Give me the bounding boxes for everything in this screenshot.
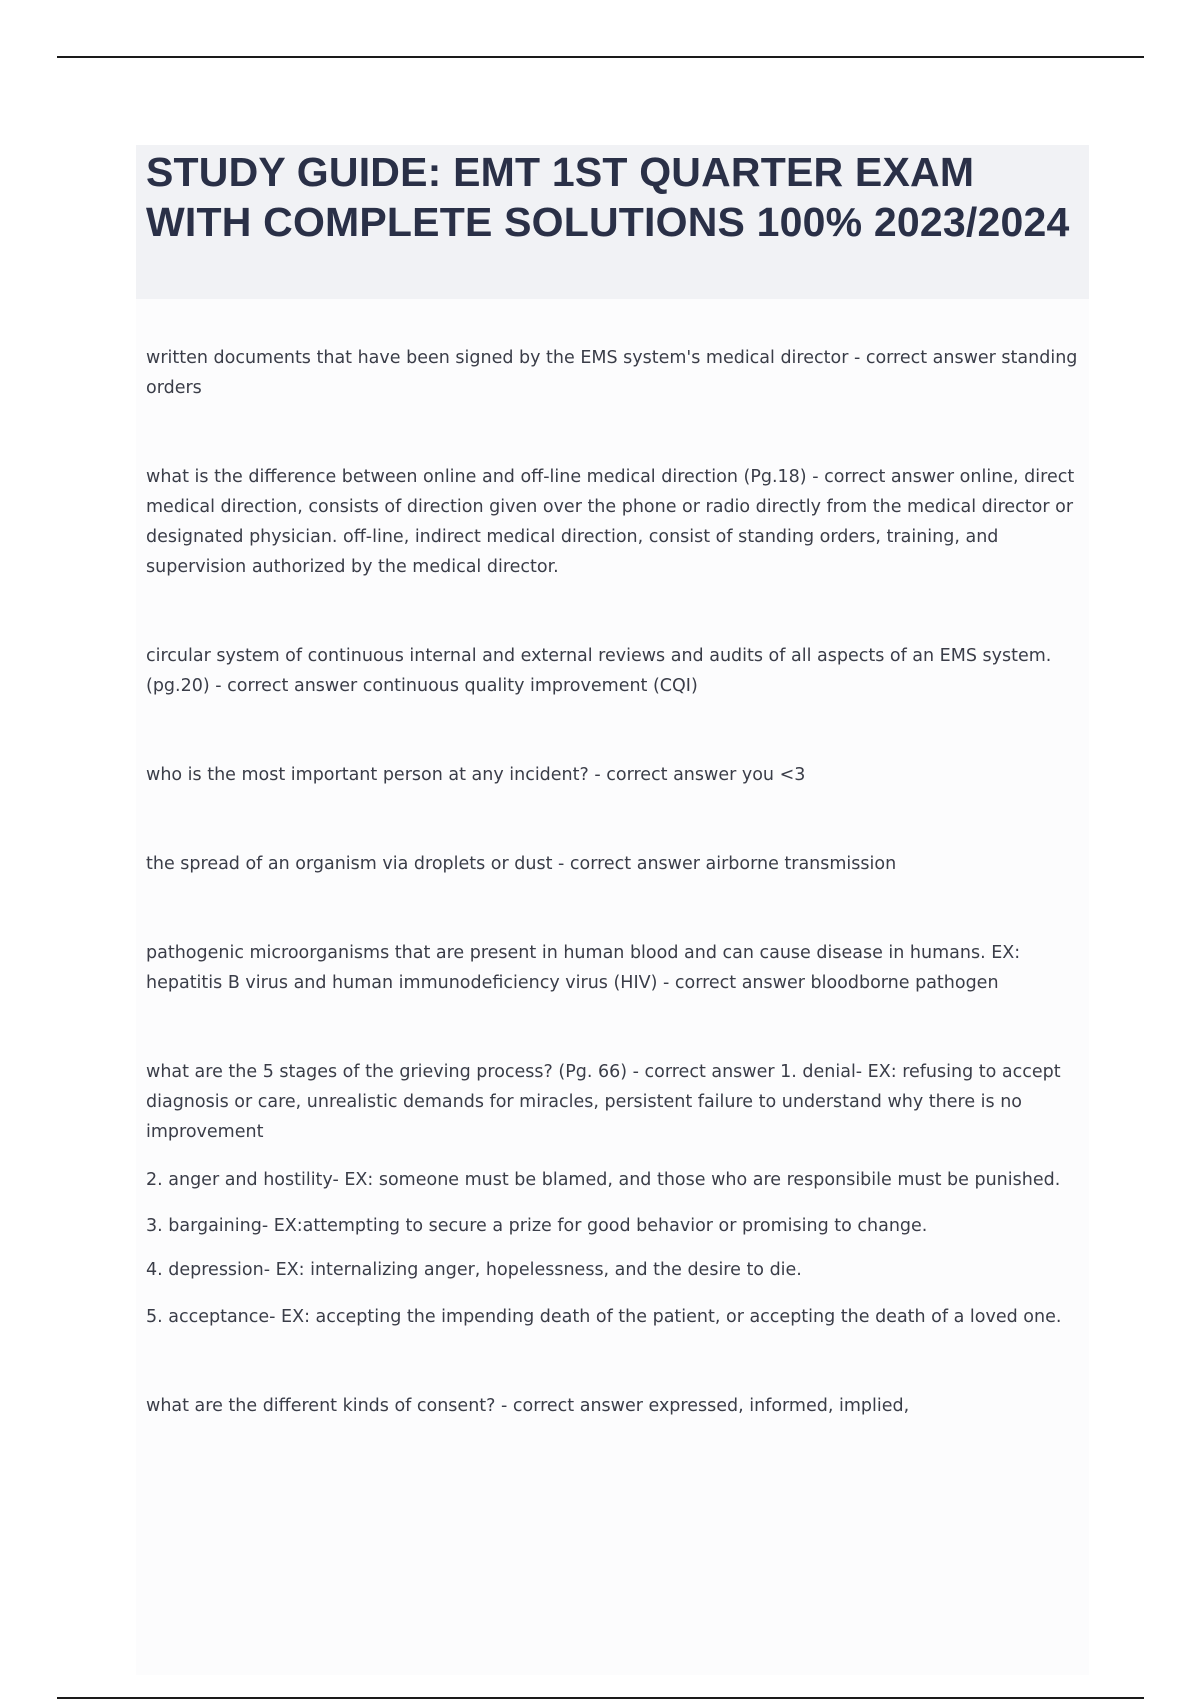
qa-entry-medical-direction: what is the difference between online and off-line medical direction (Pg.18) - correct answer online, direct medical direction, consists of direction given over the phone or radio directly from the medical director or designated physician. off-line, indirect medical direction, consist of standing orders, training, and supervision authorized by the medical director. xyxy=(146,467,1075,577)
qa-entry-grieving: what are the 5 stages of the grieving process? (Pg. 66) - correct answer 1. denial- EX: refusing to accept diagnosis or care, unrealistic demands for miracles, persistent failure to understand why there is no improvement xyxy=(146,1062,1061,1142)
bottom-divider xyxy=(57,1697,1144,1699)
grief-stage-acceptance: 5. acceptance- EX: accepting the impending death of the patient, or accepting the death of a loved one. xyxy=(146,1307,1062,1327)
qa-entry-airborne: the spread of an organism via droplets or dust - correct answer airborne transmission xyxy=(146,854,897,874)
document-title: STUDY GUIDE: EMT 1ST QUARTER EXAM WITH COMPLETE SOLUTIONS 100% 2023/2024 xyxy=(146,149,1070,245)
qa-entry-bloodborne: pathogenic microorganisms that are present in human blood and can cause disease in humans. EX: hepatitis B virus and human immunodeficiency virus (HIV) - correct answer bloodborne pathogen xyxy=(146,943,1021,993)
grief-stage-bargaining: 3. bargaining- EX:attempting to secure a prize for good behavior or promising to change. xyxy=(146,1216,928,1236)
qa-entry-consent: what are the different kinds of consent? - correct answer expressed, informed, implied, xyxy=(146,1396,910,1416)
top-divider xyxy=(57,56,1144,58)
qa-entry-standing-orders: written documents that have been signed by the EMS system's medical director - correct answer standing orders xyxy=(146,348,1078,398)
document-page xyxy=(136,145,1089,1675)
title-banner xyxy=(136,145,1089,299)
qa-entry-important-person: who is the most important person at any incident? - correct answer you <3 xyxy=(146,765,806,785)
qa-entry-cqi: circular system of continuous internal and external reviews and audits of all aspects of an EMS system. (pg.20) - correct answer continuous quality improvement (CQI) xyxy=(146,646,1052,696)
grief-stage-anger: 2. anger and hostility- EX: someone must be blamed, and those who are responsibile must be punished. xyxy=(146,1170,1061,1190)
grief-stage-depression: 4. depression- EX: internalizing anger, hopelessness, and the desire to die. xyxy=(146,1260,802,1280)
